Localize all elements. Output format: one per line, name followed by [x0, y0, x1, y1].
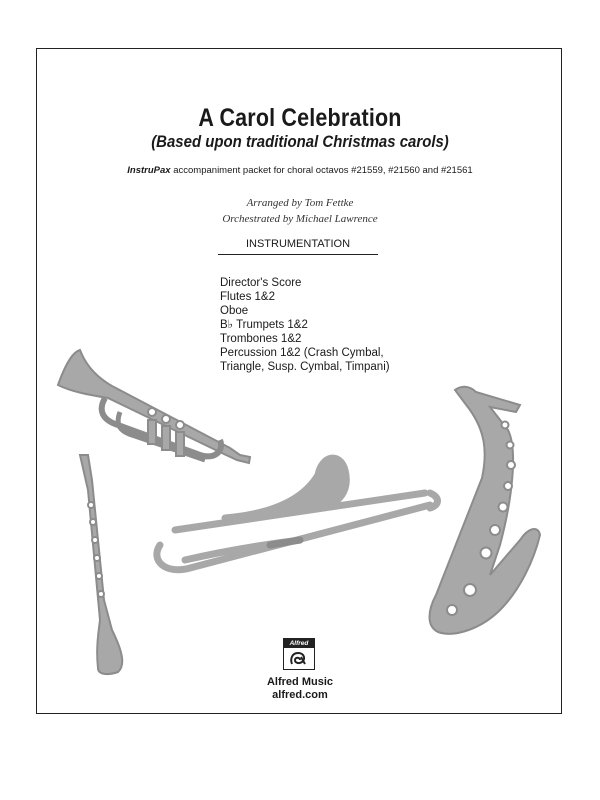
instrument-item: B♭ Trumpets 1&2 [220, 319, 308, 331]
arranger-credit: Arranged by Tom Fettke [246, 197, 354, 209]
publisher-name: Alfred Music [266, 676, 333, 688]
saxophone-icon [430, 387, 541, 634]
instrument-item: Director's Score [220, 277, 302, 289]
instrument-item: Flutes 1&2 [220, 291, 275, 303]
instrument-item: Percussion 1&2 (Crash Cymbal, [220, 347, 384, 359]
instrumentation-heading: INSTRUMENTATION [218, 238, 378, 255]
packet-text: accompaniment packet for choral octavos #21559, #21560 and #21561 [170, 165, 473, 176]
orchestrator-credit: Orchestrated by Michael Lawrence [222, 213, 378, 225]
instrument-item: Oboe [220, 305, 249, 317]
instrument-item: Trombones 1&2 [220, 333, 302, 345]
trombone-icon [157, 458, 438, 570]
page-subtitle: (Based upon traditional Christmas carols) [151, 132, 449, 151]
page-title: A Carol Celebration [198, 104, 402, 132]
alfred-logo [283, 638, 315, 670]
publisher-url[interactable]: alfred.com [272, 689, 328, 701]
clarinet-icon [80, 455, 122, 674]
packet-brand: InstruPax [127, 165, 171, 176]
trumpet-icon [58, 350, 250, 463]
logo-wordmark: Alfred [284, 639, 314, 648]
treble-clef-icon [290, 651, 307, 666]
instrument-item: Triangle, Susp. Cymbal, Timpani) [220, 361, 390, 373]
